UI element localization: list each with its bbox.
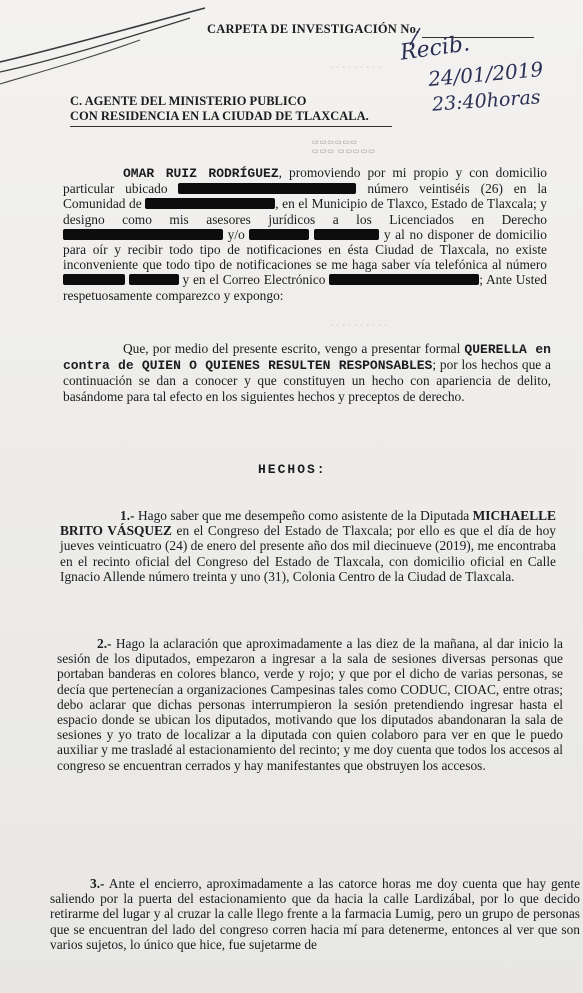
redacted-lawyer-1 [63,229,223,240]
querella-bold: QUERELLA en contra de QUIEN O QUIENES RESULTEN RESPONSABLES [63,342,551,374]
carpeta-title: CARPETA DE INVESTIGACIÓN No. [207,22,420,36]
hecho-3-paragraph: 3.- Ante el encierro, aproximadamente a las catorce horas me doy cuenta que hay gente saliendo por la puerta del estacionamiento que da hacia la calle Lardizábal, por lo que decido retirarme del lugar y al cruzar la calle llego frente a la farmacia Lumig, pero un grupo de personas que se encuentran del lado del congreso corren hacia mí para detenerme, entonces al ver que son varios sujetos, lo único que hice, fue sujetarme de [50,876,581,952]
bleed-through-text: ∙ ∙ ∙ ∙ ∙ ∙ ∙ ∙ ∙ ∙ [330,318,387,332]
redacted-address [178,183,356,194]
intro-paragraph: OMAR RUIZ RODRÍGUEZ, promoviendo por mi propio y con domicilio particular ubicado número veintiséis (26) en la Comunidad de , en el Municipio de Tlaxco, Estado de Tlaxcala; y designo como mis asesores jurídicos a los Licenciados en Derecho y/o y al no disponer de domicilio para oír y recibir todo tipo de notificaciones en ésta Ciudad de Tlaxcala, no existe inconveniente que todo tipo de notificaciones se me haga saber vía telefónica al número y en el Correo Electrónico ; Ante Usted respetuosamente comparezco y expongo: [63,165,547,303]
deputy-name: MICHAELLE BRITO VÁSQUEZ [60,508,556,539]
hecho-1-paragraph: 1.- Hago saber que me desempeño como asistente de la Diputada MICHAELLE BRITO VÁSQUEZ en el Congreso del Estado de Tlaxcala; por ello es que el día de hoy jueves veinticuatro (24) de enero del presente año dos mil diecinueve (2019), me encontraba en el recinto oficial del Congreso del Estado de Tlaxcala, con domicilio oficial en Calle Ignacio Allende número treinta y uno (31), Colonia Centro de la Ciudad de Tlaxcala. [60,508,557,584]
addressee-underline [70,126,392,127]
redacted-community [145,198,275,209]
redacted-phone [63,274,125,285]
faint-stamp: ▭▭▭▭▭▭ ▭▭▭ ▭▭▭▭▭ [312,139,376,155]
redacted-phone-b [129,274,179,285]
handwritten-received: Recib. [398,31,472,66]
handwritten-date: 24/01/2019 [427,57,545,91]
redacted-lawyer-2 [249,229,309,240]
hecho-3-number: 3.- [90,876,105,891]
hecho-2-number: 2.- [97,636,112,651]
hecho-2-paragraph: 2.- Hago la aclaración que aproximadamente a las diez de la mañana, al dar inicio la sesión de los diputados, empezaron a ingresar a la sala de sesiones diversas personas que portaban banderas en colores blanco, verde y rojo; y que por el dicho de varias personas, se decía que pertenecían a organizaciones Campesinas tales como CODUC, CIOAC, entre otras; debo aclarar que dichas personas interrumpieron la sesión pretendiendo ingresar hasta el espacio donde se ubican los diputados, motivando que los diputados abandonaran la sala de sesiones y yo trato de localizar a la diputada con quien colaboro para ver en que le puedo auxiliar y me trasladé al estacionamiento del recinto; y me doy cuenta que todos los accesos al congreso se encuentran cerrados y hay manifestantes que obstruyen los accesos. [57,636,563,773]
addressee-line-1: C. AGENTE DEL MINISTERIO PUBLICO [70,94,307,108]
hecho-1-number: 1.- [120,508,135,523]
redacted-lawyer-2b [314,229,379,240]
querella-paragraph: Que, por medio del presente escrito, vengo a presentar formal QUERELLA en contra de QUIEN O QUIENES RESULTEN RESPONSABLES; por los hechos que a continuación se dan a conocer y que constituyen un hecho con apariencia de delito, basándome para tal efecto en los siguientes hechos y preceptos de derecho. [63,341,551,404]
complainant-name: OMAR RUIZ RODRÍGUEZ [123,166,279,181]
addressee-block [70,94,369,124]
handwritten-time: 23:40horas [431,86,542,116]
bleed-through-text: ∙ ∙ ∙ ∙ ∙ ∙ ∙ ∙ ∙ [330,60,381,74]
redacted-email [329,274,479,285]
hechos-heading: HECHOS: [258,462,327,477]
addressee-line-2: CON RESIDENCIA EN LA CIUDAD DE TLAXCALA. [70,109,369,123]
